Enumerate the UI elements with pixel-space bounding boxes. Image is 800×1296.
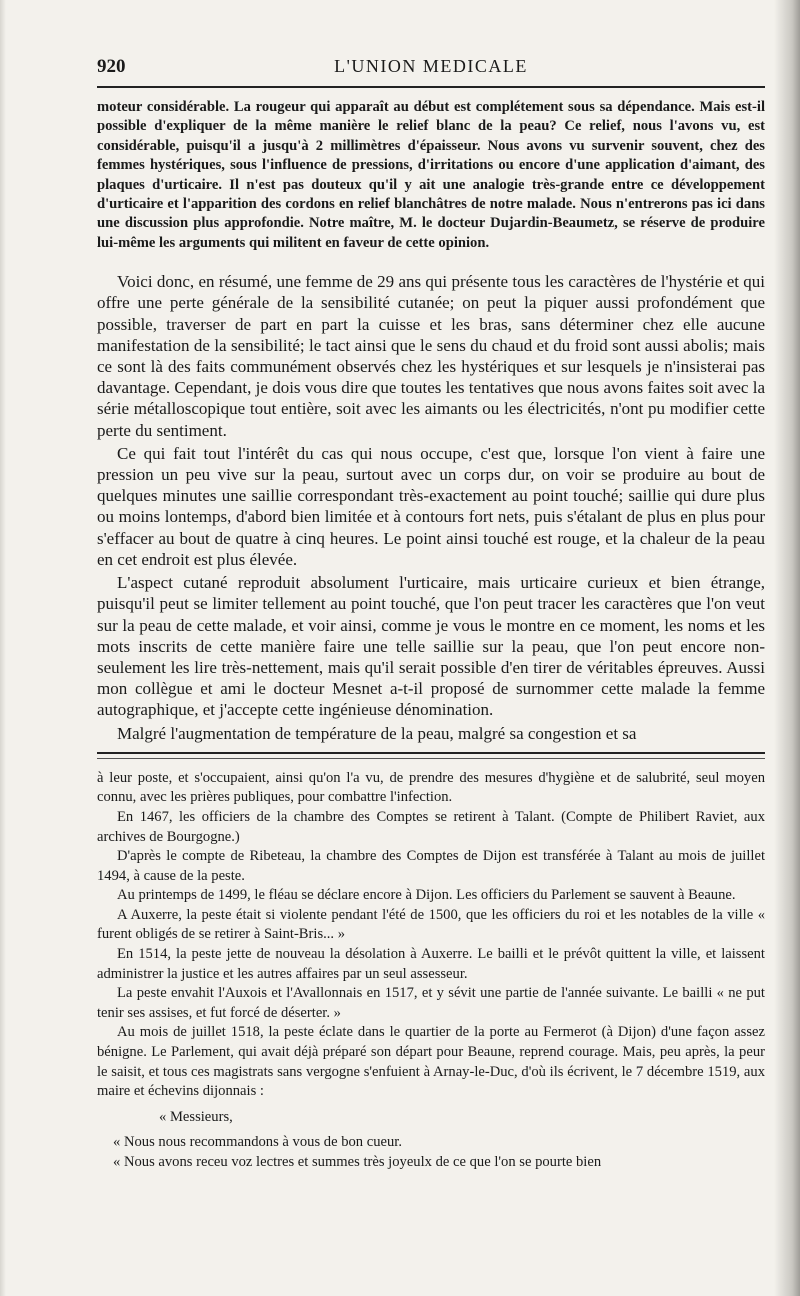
note-paragraph: En 1514, la peste jette de nouveau la désolation à Auxerre. Le bailli et le prévôt quittent la ville, et laissent administrer la justice et les autres affaires par un seul assesseur. [97, 946, 765, 982]
main-paragraph-despite: Malgré l'augmentation de température de la peau, malgré sa congestion et sa [117, 723, 637, 743]
note-paragraph: En 1467, les officiers de la chambre des Comptes se retirent à Talant. (Compte de Philibert Raviet, aux archives de Bourgogne.) [97, 808, 765, 845]
document-page [97, 56, 765, 1173]
running-title: L'UNION MEDICALE [334, 56, 528, 76]
letter-quote-line: « Nous nous recommandons à vous de bon cueur. [113, 1134, 402, 1151]
page-number: 920 [97, 56, 126, 77]
main-paragraph-summary: Voici donc, en résumé, une femme de 29 ans qui présente tous les caractères de l'hystérie et qui offre une perte générale de la sensibilité cutanée; on peut la piquer aussi profondément que possible, traverser de part en part la cuisse et les bras, sans déterminer chez elle aucune manifestation de la sensibilité; le tact ainsi que le sens du chaud et du froid sont aussi abolis; mais ce sont là des faits communément observés chez les hystériques et sur lesquels je n'insisterai pas davantage. Cependant, je dois vous dire que toutes les tentatives que nous avons faites soit avec la série métalloscopique tout entière, soit avec les aimants ou les électricités, n'ont pu modifier cette perte du sentiment. [97, 272, 765, 440]
letter-quote-line: « Nous avons receu voz lectres et summes très joyeulx de ce que l'on se pourte bien [113, 1154, 602, 1170]
page-edge-left [0, 0, 6, 1296]
page-header [97, 56, 765, 88]
note-paragraph: A Auxerre, la peste était si violente pendant l'été de 1500, que les officiers du roi et les notables de la ville « furent obligés de se retirer à Saint-Bris... » [97, 906, 765, 943]
continued-paragraph-block [97, 98, 765, 253]
main-text-block [97, 271, 765, 743]
note-paragraph: D'après le compte de Ribeteau, la chambre des Comptes de Dijon est transférée à Talant au mois de juillet 1494, à cause de la peste. [97, 848, 765, 884]
main-paragraph-interest: Ce qui fait tout l'intérêt du cas qui nous occupe, c'est que, lorsque l'on vient à faire une pression un peu vive sur la peau, surtout avec un corps dur, on voir se produire au bout de quelques minutes une saillie correspondant très-exactement au point touché; saillie qui dure plus ou moins lontemps, d'abord bien limitée et à contours fort nets, puis s'étalant de plus en plus pour s'effacer au bout de quatre à cinq heures. Le point ainsi touché est rouge, et la chaleur de la peau en cet endroit est plus élevée. [97, 443, 765, 569]
note-paragraph: Au printemps de 1499, le fléau se déclare encore à Dijon. Les officiers du Parlement se sauvent à Beaune. [117, 887, 736, 904]
page-edge-right [774, 0, 800, 1296]
note-continuation: à leur poste, et s'occupaient, ainsi qu'on l'a vu, de prendre des mesures d'hygiène et de salubrité, seul moyen connu, avec les prières publiques, pour combattre l'infection. [97, 769, 765, 806]
footnote-block [97, 769, 765, 1173]
note-paragraph: Au mois de juillet 1518, la peste éclate dans le quartier de la porte au Fermerot (à Dijon) d'une façon assez bénigne. Le Parlement, qui avait déjà préparé son départ pour Beaune, reprend courage. Mais, peu après, la peur le saisit, et tous ces magistrats sans vergogne s'enfuient à Arnay-le-Duc, d'où ils écrivent, le 7 décembre 1519, aux maire et échevins dijonnais : [97, 1024, 765, 1100]
main-paragraph-aspect: L'aspect cutané reproduit absolument l'urticaire, mais urticaire curieux et bien étrange, puisqu'il peut se limiter tellement au point touché, que l'on peut tracer les caractères que l'on veut sur la peau de cette malade, et voir ainsi, comme je vous le montre en ce moment, les noms et les mots inscrits de cette manière faire une telle saillie sur la peau, que l'on peut encore non-seulement les lire très-nettement, mais qu'il serait possible d'en tirer de véritables épreuves. Aussi mon collègue et ami le docteur Mesnet a-t-il proposé de surnommer cette malade la femme autographique, et j'accepte cette ingénieuse dénomination. [97, 573, 765, 720]
continued-paragraph: moteur considérable. La rougeur qui apparaît au début est complétement sous sa dépendance. Mais est-il possible d'expliquer de la même manière le relief blanc de la peau? Ce relief, nous l'avons vu, est considérable, puisqu'il a jusqu'à 2 millimètres d'épaisseur. Nous avons vu survenir souvent, chez des femmes hystériques, sous l'influence de pressions, d'irritations ou encore d'une application d'aimant, des plaques d'urticaire. Il n'est pas douteux qu'il y ait une analogie très-grande entre ce développement d'urticaire et l'apparition des cordons en relief blanchâtres de notre malade. Nous n'entrerons pas ici dans une discussion plus approfondie. Notre maître, M. le docteur Dujardin-Beaumetz, se réserve de produire lui-même les arguments qui militent en faveur de cette opinion. [97, 99, 765, 251]
note-paragraph: La peste envahit l'Auxois et l'Avallonnais en 1517, et y sévit une partie de l'année suivante. Le bailli « ne put tenir ses assises, et fut forcé de déserter. » [97, 985, 765, 1021]
letter-salutation: « Messieurs, [159, 1108, 233, 1125]
section-divider [97, 752, 765, 759]
